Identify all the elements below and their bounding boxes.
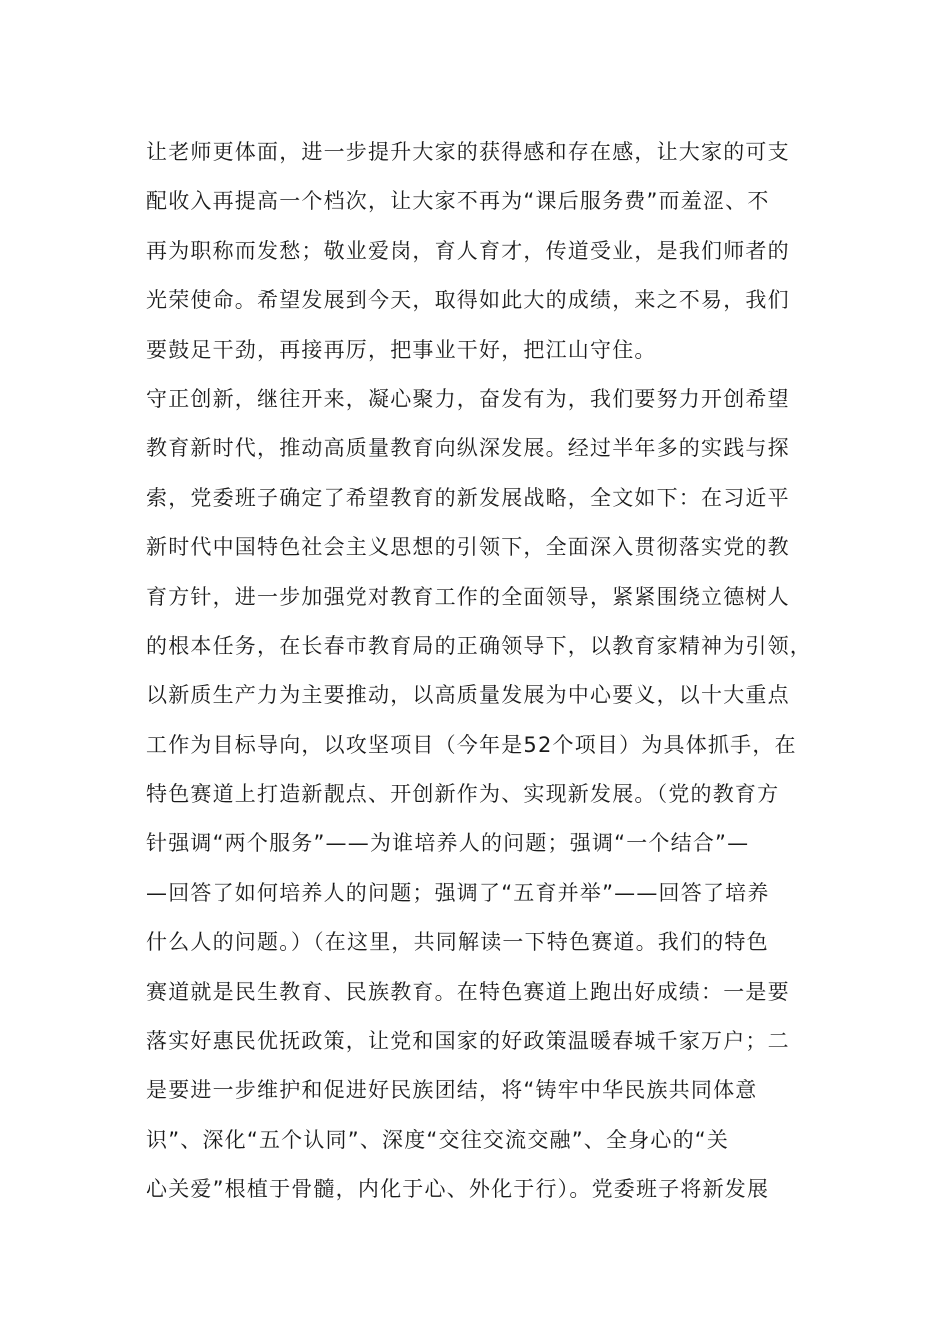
text-line: 教育新时代，推动高质量教育向纵深发展。经过半年多的实践与探	[146, 436, 790, 461]
text-line: 新时代中国特色社会主义思想的引领下，全面深入贯彻落实党的教	[146, 535, 790, 560]
text-line: 落实好惠民优抚政策，让党和国家的好政策温暖春城千家万户；二	[146, 1029, 790, 1054]
text-line: —回答了如何培养人的问题；强调了“五育并举”——回答了培养	[146, 880, 770, 905]
text-line: 特色赛道上打造新靓点、开创新作为、实现新发展。（党的教育方	[146, 782, 780, 807]
body-text	[146, 128, 826, 1215]
text-line: 让老师更体面，进一步提升大家的获得感和存在感，让大家的可支	[146, 140, 790, 164]
text-line: 针强调“两个服务”——为谁培养人的问题；强调“一个结合”—	[146, 831, 750, 856]
text-line: 的根本任务，在长春市教育局的正确领导下，以教育家精神为引领，	[146, 633, 812, 658]
text-line: 守正创新，继往开来，凝心聚力，奋发有为，我们要努力开创希望	[146, 386, 790, 411]
text-line: 索，党委班子确定了希望教育的新发展战略，全文如下：在习近平	[146, 485, 790, 510]
text-line: 识”、深化“五个认同”、深度“交往交流交融”、全身心的“关	[146, 1127, 730, 1152]
text-line: 是要进一步维护和促进好民族团结，将“铸牢中华民族共同体意	[146, 1078, 758, 1103]
text-line: 以新质生产力为主要推动，以高质量发展为中心要义，以十大重点	[146, 683, 790, 708]
text-line: 配收入再提高一个档次，让大家不再为“课后服务费”而羞涩、不	[146, 189, 770, 214]
text-line: 育方针，进一步加强党对教育工作的全面领导，紧紧围绕立德树人	[146, 584, 790, 609]
text-line: 再为职称而发愁；敬业爱岗，育人育才，传道受业，是我们师者的	[146, 238, 790, 263]
text-line: 赛道就是民生教育、民族教育。在特色赛道上跑出好成绩：一是要	[146, 979, 790, 1004]
text-line: 光荣使命。希望发展到今天，取得如此大的成绩，来之不易，我们	[146, 288, 790, 313]
text-line: 什么人的问题。）（在这里，共同解读一下特色赛道。我们的特色	[146, 930, 769, 955]
text-line: 工作为目标导向，以攻坚项目（今年是52个项目）为具体抓手，在	[146, 732, 797, 757]
text-line: 心关爱”根植于骨髓，内化于心、外化于行）。党委班子将新发展	[146, 1177, 770, 1202]
text-line: 要鼓足干劲，再接再厉，把事业干好，把江山守住。	[146, 337, 657, 362]
